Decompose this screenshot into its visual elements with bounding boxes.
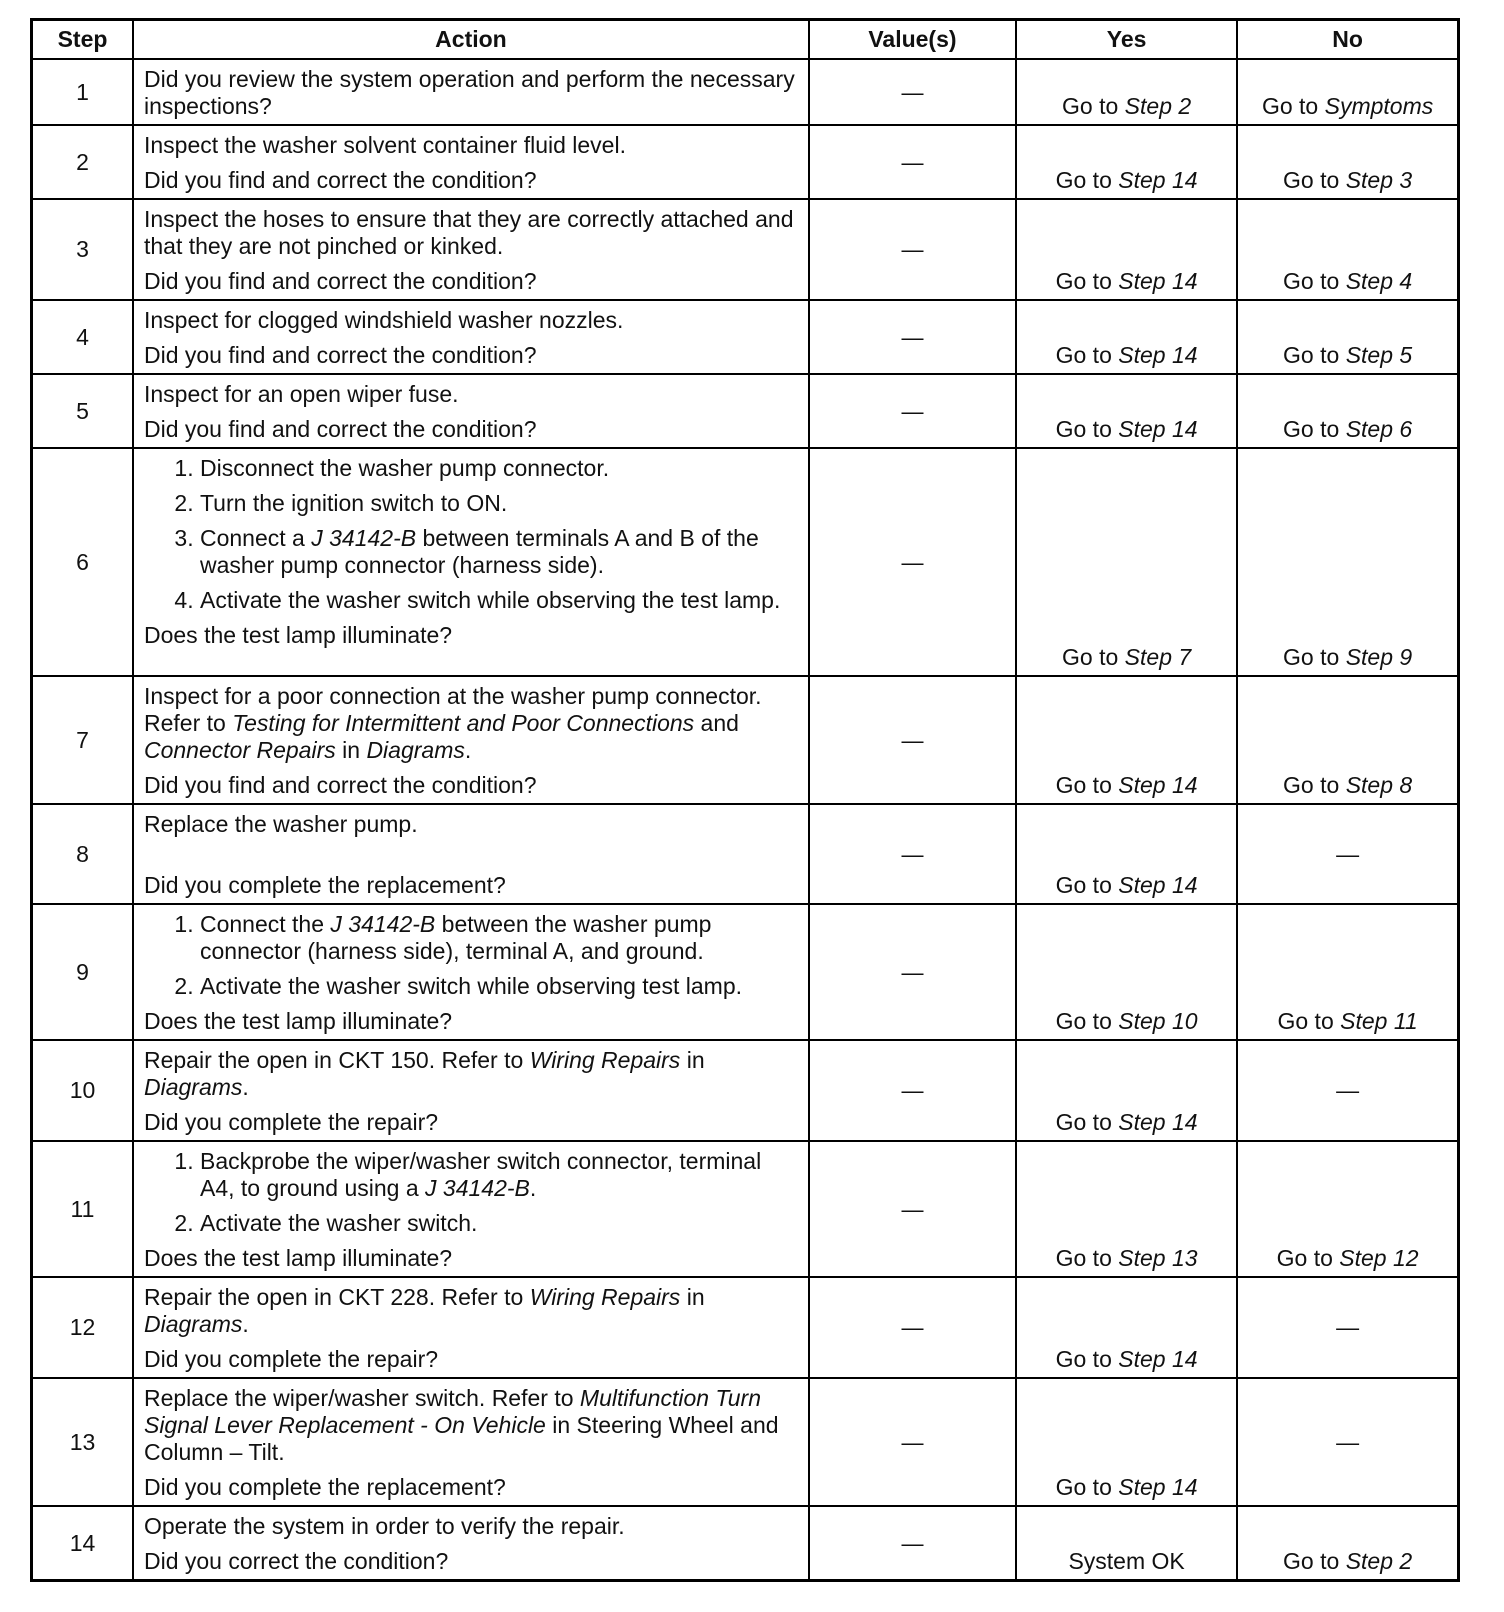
text-run: Activate the washer switch. bbox=[199, 1210, 478, 1236]
text-run: Repair the open in CKT 150. Refer to bbox=[143, 1047, 530, 1073]
text-run: Backprobe the wiper/washer switch connector, terminal A4, to ground using a bbox=[199, 1148, 762, 1201]
value-cell: — bbox=[809, 1040, 1016, 1141]
action-steps-list bbox=[144, 911, 798, 1000]
action-cell bbox=[133, 300, 809, 374]
yes-result bbox=[1016, 448, 1237, 676]
step-number: 2 bbox=[32, 125, 133, 199]
value-cell: — bbox=[809, 448, 1016, 676]
goto-prefix: Go to bbox=[1055, 1109, 1112, 1135]
action-cell bbox=[133, 904, 809, 1040]
goto-prefix: Go to bbox=[1055, 772, 1112, 798]
goto-target: Step 6 bbox=[1345, 416, 1413, 442]
text-run: Connect a bbox=[199, 525, 312, 551]
no-result bbox=[1237, 1141, 1458, 1277]
text-run: and bbox=[694, 710, 739, 736]
action-text bbox=[144, 1047, 798, 1101]
action-text bbox=[144, 1284, 798, 1338]
goto-target: Step 14 bbox=[1118, 416, 1198, 442]
goto-target: Step 11 bbox=[1340, 1008, 1418, 1034]
no-result bbox=[1237, 448, 1458, 676]
goto-target: Step 2 bbox=[1345, 1548, 1413, 1574]
action-text: Did you complete the replacement? bbox=[143, 1474, 506, 1500]
value-cell: — bbox=[809, 1277, 1016, 1378]
yes-result bbox=[1016, 1378, 1237, 1506]
tool-reference: J 34142-B bbox=[330, 911, 436, 937]
action-text: Inspect the washer solvent container fluid level. bbox=[143, 132, 626, 158]
yes-result bbox=[1016, 300, 1237, 374]
text-run: between terminals A and B of the washer pump connector (harness side). bbox=[199, 525, 759, 578]
goto-prefix: Go to bbox=[1277, 1008, 1334, 1034]
action-step-item bbox=[200, 490, 798, 517]
action-cell bbox=[133, 1277, 809, 1378]
table-row bbox=[32, 1506, 1459, 1581]
goto-prefix: Go to bbox=[1283, 1548, 1340, 1574]
action-cell bbox=[133, 59, 809, 125]
goto-prefix: Go to bbox=[1055, 1245, 1112, 1271]
action-text: Replace the washer pump. bbox=[143, 811, 418, 837]
table-row bbox=[32, 1378, 1459, 1506]
goto-target: Step 14 bbox=[1118, 772, 1198, 798]
action-text: Did you find and correct the condition? bbox=[143, 167, 537, 193]
action-steps-list bbox=[144, 455, 798, 614]
text-run: in bbox=[680, 1047, 705, 1073]
table-row bbox=[32, 676, 1459, 804]
action-cell bbox=[133, 199, 809, 300]
action-cell bbox=[133, 448, 809, 676]
action-text: Did you find and correct the condition? bbox=[143, 342, 537, 368]
value-cell: — bbox=[809, 904, 1016, 1040]
action-text: Did you complete the replacement? bbox=[143, 872, 506, 898]
yes-result bbox=[1016, 125, 1237, 199]
action-cell bbox=[133, 1141, 809, 1277]
goto-prefix: Go to bbox=[1283, 416, 1340, 442]
step-number: 13 bbox=[32, 1378, 133, 1506]
text-run: in bbox=[680, 1284, 705, 1310]
no-result bbox=[1237, 1506, 1458, 1581]
goto-target: Step 14 bbox=[1118, 1474, 1198, 1500]
table-row bbox=[32, 1141, 1459, 1277]
action-text bbox=[144, 683, 798, 764]
yes-result: System OK bbox=[1016, 1506, 1237, 1581]
action-step-item bbox=[200, 973, 798, 1000]
yes-result bbox=[1016, 59, 1237, 125]
goto-prefix: Go to bbox=[1283, 268, 1340, 294]
step-number: 1 bbox=[32, 59, 133, 125]
action-step-item bbox=[200, 525, 798, 579]
header-values: Value(s) bbox=[809, 20, 1016, 60]
step-number: 7 bbox=[32, 676, 133, 804]
action-text bbox=[144, 1385, 798, 1466]
text-run: Activate the washer switch while observing test lamp. bbox=[199, 973, 743, 999]
goto-target: Step 4 bbox=[1345, 268, 1413, 294]
action-cell bbox=[133, 125, 809, 199]
table-row bbox=[32, 374, 1459, 448]
action-text: Does the test lamp illuminate? bbox=[143, 622, 453, 648]
reference-text: Diagrams bbox=[143, 1074, 243, 1100]
reference-text: Diagrams bbox=[366, 737, 465, 763]
no-result bbox=[1237, 59, 1458, 125]
goto-prefix: Go to bbox=[1283, 342, 1340, 368]
reference-text: Connector Repairs bbox=[143, 737, 336, 763]
step-number: 12 bbox=[32, 1277, 133, 1378]
action-step-item bbox=[200, 587, 798, 614]
action-cell bbox=[133, 1506, 809, 1581]
no-result: — bbox=[1237, 1277, 1458, 1378]
action-step-item bbox=[200, 1148, 798, 1202]
reference-text: Testing for Intermittent and Poor Connections bbox=[232, 710, 695, 736]
no-result: — bbox=[1237, 804, 1458, 904]
text-run: . bbox=[242, 1311, 249, 1337]
step-number: 10 bbox=[32, 1040, 133, 1141]
text-run: Connect the bbox=[199, 911, 331, 937]
goto-target: Step 14 bbox=[1118, 342, 1198, 368]
action-cell bbox=[133, 676, 809, 804]
value-cell: — bbox=[809, 125, 1016, 199]
value-cell: — bbox=[809, 59, 1016, 125]
table-row bbox=[32, 59, 1459, 125]
header-step: Step bbox=[32, 20, 133, 60]
text-run: in Steering Wheel and Column – Tilt. bbox=[143, 1412, 779, 1465]
goto-prefix: Go to bbox=[1055, 872, 1112, 898]
step-number: 8 bbox=[32, 804, 133, 904]
step-number: 3 bbox=[32, 199, 133, 300]
action-step-item bbox=[200, 455, 798, 482]
table-row bbox=[32, 1277, 1459, 1378]
goto-prefix: Go to bbox=[1055, 268, 1112, 294]
goto-prefix: Go to bbox=[1283, 772, 1340, 798]
goto-target: Step 12 bbox=[1339, 1245, 1419, 1271]
goto-target: Step 7 bbox=[1124, 644, 1192, 670]
table-row bbox=[32, 904, 1459, 1040]
reference-text: Multifunction Turn Signal Lever Replacement - On Vehicle bbox=[143, 1385, 761, 1438]
action-text: Did you complete the repair? bbox=[143, 1346, 439, 1372]
goto-prefix: Go to bbox=[1283, 167, 1340, 193]
action-text: Does the test lamp illuminate? bbox=[143, 1008, 453, 1034]
action-text: Did you correct the condition? bbox=[143, 1548, 449, 1574]
no-result bbox=[1237, 300, 1458, 374]
header-no: No bbox=[1237, 20, 1458, 60]
yes-result bbox=[1016, 804, 1237, 904]
yes-result bbox=[1016, 904, 1237, 1040]
no-result bbox=[1237, 374, 1458, 448]
text-run: . bbox=[464, 737, 472, 763]
value-cell: — bbox=[809, 1141, 1016, 1277]
no-result bbox=[1237, 125, 1458, 199]
table-row bbox=[32, 804, 1459, 904]
yes-result bbox=[1016, 676, 1237, 804]
value-cell: — bbox=[809, 804, 1016, 904]
text-run: Inspect for a poor connection at the washer pump connector. Refer to bbox=[143, 683, 762, 736]
step-number: 11 bbox=[32, 1141, 133, 1277]
value-cell: — bbox=[809, 1378, 1016, 1506]
action-text: Did you find and correct the condition? bbox=[143, 416, 537, 442]
value-cell: — bbox=[809, 374, 1016, 448]
action-text: Operate the system in order to verify the repair. bbox=[143, 1513, 625, 1539]
step-number: 6 bbox=[32, 448, 133, 676]
no-result: — bbox=[1237, 1378, 1458, 1506]
text-run: Turn the ignition switch to ON. bbox=[199, 490, 508, 516]
goto-target: Step 8 bbox=[1345, 772, 1413, 798]
action-step-item bbox=[200, 1210, 798, 1237]
goto-target: Step 14 bbox=[1118, 1109, 1198, 1135]
header-row bbox=[32, 20, 1459, 60]
goto-target: Step 3 bbox=[1345, 167, 1413, 193]
table-body bbox=[32, 59, 1459, 1581]
reference-text: Wiring Repairs bbox=[529, 1284, 681, 1310]
action-cell bbox=[133, 374, 809, 448]
no-result bbox=[1237, 676, 1458, 804]
no-result bbox=[1237, 904, 1458, 1040]
action-text: Did you review the system operation and perform the necessary inspections? bbox=[143, 66, 795, 119]
step-number: 9 bbox=[32, 904, 133, 1040]
text-run: Disconnect the washer pump connector. bbox=[199, 455, 610, 481]
value-cell: — bbox=[809, 676, 1016, 804]
yes-result bbox=[1016, 1277, 1237, 1378]
action-cell bbox=[133, 804, 809, 904]
step-number: 14 bbox=[32, 1506, 133, 1581]
goto-target: Step 10 bbox=[1118, 1008, 1198, 1034]
table-row bbox=[32, 300, 1459, 374]
goto-target: Step 2 bbox=[1124, 93, 1192, 119]
action-text: Did you complete the repair? bbox=[143, 1109, 439, 1135]
goto-target: Step 14 bbox=[1118, 268, 1198, 294]
text-run: Replace the wiper/washer switch. Refer to bbox=[143, 1385, 580, 1411]
goto-target: Step 13 bbox=[1118, 1245, 1198, 1271]
text-run: in bbox=[335, 737, 367, 763]
yes-result bbox=[1016, 1141, 1237, 1277]
goto-target: Step 14 bbox=[1118, 872, 1198, 898]
yes-result bbox=[1016, 374, 1237, 448]
action-cell bbox=[133, 1040, 809, 1141]
goto-prefix: Go to bbox=[1261, 93, 1319, 119]
action-text: Inspect for clogged windshield washer nozzles. bbox=[143, 307, 624, 333]
header-action: Action bbox=[133, 20, 809, 60]
action-text: Does the test lamp illuminate? bbox=[143, 1245, 453, 1271]
step-number: 5 bbox=[32, 374, 133, 448]
goto-target: Step 14 bbox=[1118, 167, 1198, 193]
goto-prefix: Go to bbox=[1276, 1245, 1333, 1271]
step-number: 4 bbox=[32, 300, 133, 374]
value-cell: — bbox=[809, 1506, 1016, 1581]
goto-prefix: Go to bbox=[1055, 342, 1112, 368]
action-text: Inspect for an open wiper fuse. bbox=[143, 381, 459, 407]
goto-target: Step 5 bbox=[1345, 342, 1413, 368]
goto-target: Symptoms bbox=[1324, 93, 1434, 119]
action-steps-list bbox=[144, 1148, 798, 1237]
table-row bbox=[32, 125, 1459, 199]
goto-prefix: Go to bbox=[1055, 416, 1112, 442]
table-row bbox=[32, 199, 1459, 300]
action-text: Inspect the hoses to ensure that they are correctly attached and that they are not pinched or kinked. bbox=[143, 206, 794, 259]
no-result: — bbox=[1237, 1040, 1458, 1141]
value-cell: — bbox=[809, 199, 1016, 300]
table-header bbox=[32, 20, 1459, 60]
action-step-item bbox=[200, 911, 798, 965]
yes-result bbox=[1016, 199, 1237, 300]
tool-reference: J 34142-B bbox=[425, 1175, 530, 1201]
goto-prefix: Go to bbox=[1055, 1008, 1112, 1034]
action-text: Did you find and correct the condition? bbox=[143, 772, 537, 798]
text-run: . bbox=[529, 1175, 537, 1201]
diagnostic-table bbox=[30, 18, 1460, 1582]
text-run: Repair the open in CKT 228. Refer to bbox=[143, 1284, 530, 1310]
header-yes: Yes bbox=[1016, 20, 1237, 60]
text-run: between the washer pump connector (harness side), terminal A, and ground. bbox=[199, 911, 712, 964]
no-result bbox=[1237, 199, 1458, 300]
yes-result bbox=[1016, 1040, 1237, 1141]
goto-prefix: Go to bbox=[1062, 644, 1119, 670]
table-row bbox=[32, 448, 1459, 676]
goto-prefix: Go to bbox=[1062, 93, 1119, 119]
value-cell: — bbox=[809, 300, 1016, 374]
action-cell bbox=[133, 1378, 809, 1506]
table-row bbox=[32, 1040, 1459, 1141]
goto-target: Step 14 bbox=[1118, 1346, 1198, 1372]
goto-prefix: Go to bbox=[1283, 644, 1340, 670]
goto-prefix: Go to bbox=[1055, 1474, 1112, 1500]
tool-reference: J 34142-B bbox=[311, 525, 417, 551]
text-run: . bbox=[242, 1074, 249, 1100]
goto-target: Step 9 bbox=[1345, 644, 1413, 670]
text-run: Activate the washer switch while observing the test lamp. bbox=[199, 587, 781, 613]
reference-text: Diagrams bbox=[143, 1311, 243, 1337]
goto-prefix: Go to bbox=[1055, 167, 1112, 193]
action-text: Did you find and correct the condition? bbox=[143, 268, 537, 294]
goto-prefix: Go to bbox=[1055, 1346, 1112, 1372]
reference-text: Wiring Repairs bbox=[529, 1047, 681, 1073]
